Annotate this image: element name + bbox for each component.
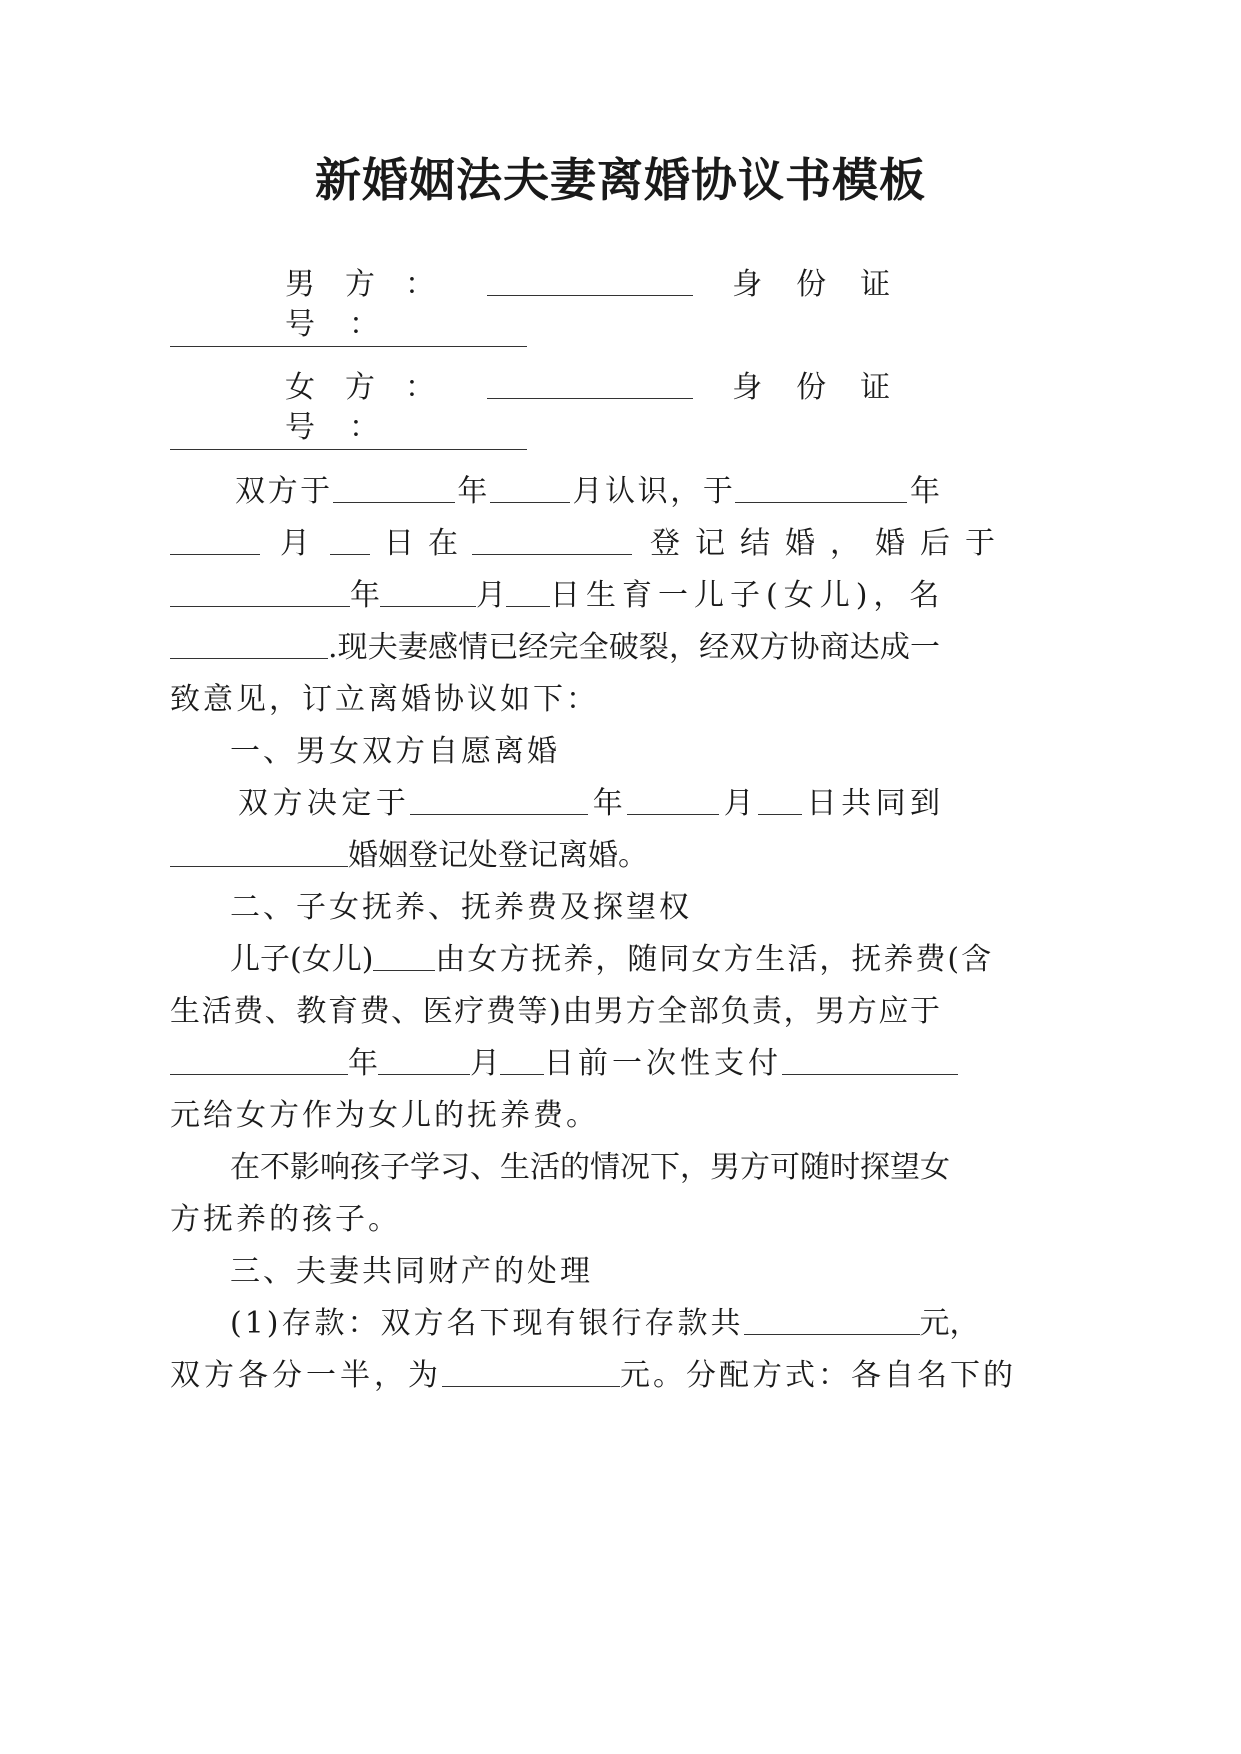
para1-line4 xyxy=(170,628,940,668)
blank-field[interactable] xyxy=(500,1044,544,1075)
text: 月 xyxy=(719,786,759,821)
blank-field[interactable] xyxy=(170,1044,348,1075)
text: 儿子(女儿) xyxy=(230,942,374,977)
blank-field[interactable] xyxy=(744,1304,920,1335)
para1-line5: 致意见，订立离婚协议如下： xyxy=(170,682,599,717)
blank-field[interactable] xyxy=(170,836,348,867)
section3-line1 xyxy=(230,1304,980,1344)
text: 月 xyxy=(470,1046,500,1081)
female-label: 女方： xyxy=(285,370,465,405)
blank-field[interactable] xyxy=(380,576,476,607)
male-name-blank[interactable] xyxy=(487,265,693,296)
text: 日在 xyxy=(384,526,472,561)
section1-line1 xyxy=(238,784,940,824)
text: 登记结婚，婚后于 xyxy=(650,526,1010,561)
para1-line3 xyxy=(170,576,946,616)
blank-field[interactable] xyxy=(627,784,719,815)
blank-field[interactable] xyxy=(373,940,435,971)
blank-field[interactable] xyxy=(170,628,328,659)
blank-field[interactable] xyxy=(472,524,632,555)
text: 年 xyxy=(454,474,490,509)
section3-line2 xyxy=(170,1356,1016,1396)
section2-line1 xyxy=(230,940,994,980)
blank-field[interactable] xyxy=(506,576,550,607)
section2-line2: 生活费、教育费、医疗费等)由男方全部负责，男方应于 xyxy=(170,994,940,1029)
text: 双方各分一半，为 xyxy=(170,1358,442,1393)
blank-field[interactable] xyxy=(758,784,802,815)
text: 月认识，于 xyxy=(569,474,736,509)
text: 月 xyxy=(280,526,310,561)
para1-line1 xyxy=(235,472,940,512)
male-label: 男方： xyxy=(285,267,465,302)
text: 由女方抚养，随同女方生活，抚养费(含 xyxy=(435,942,994,977)
blank-field[interactable] xyxy=(333,472,455,503)
female-name-blank[interactable] xyxy=(487,368,693,399)
blank-field[interactable] xyxy=(410,784,588,815)
section-heading-3: 三、夫妻共同财产的处理 xyxy=(230,1254,593,1289)
text: (1)存款：双方名下现有银行存款共 xyxy=(230,1306,744,1341)
text: 日前一次性支付 xyxy=(544,1046,782,1081)
blank-field[interactable] xyxy=(170,524,260,555)
section2-line6: 方抚养的孩子。 xyxy=(170,1202,401,1237)
text: 元， xyxy=(919,1306,980,1341)
document-title: 新婚姻法夫妻离婚协议书模板 xyxy=(315,153,926,207)
text: 年 xyxy=(348,1046,378,1081)
text: 日生育一儿子(女儿)，名 xyxy=(550,578,946,613)
blank-field[interactable] xyxy=(490,472,570,503)
blank-field[interactable] xyxy=(170,576,350,607)
blank-field[interactable] xyxy=(735,472,907,503)
text: 年 xyxy=(588,786,628,821)
blank-field[interactable] xyxy=(442,1356,620,1387)
text: 双方于 xyxy=(235,474,333,509)
text: 双方决定于 xyxy=(238,786,411,821)
text: .现夫妻感情已经完全破裂，经双方协商达成一 xyxy=(328,630,940,665)
text: 月 xyxy=(476,578,506,613)
female-id-label: 身份证号： xyxy=(285,370,925,445)
male-id-label: 身份证号： xyxy=(285,267,925,342)
para1-line2 xyxy=(170,524,1010,564)
text: 婚姻登记处登记离婚。 xyxy=(348,838,648,873)
text: 年 xyxy=(350,578,380,613)
section2-line4: 元给女方作为女儿的抚养费。 xyxy=(170,1098,599,1133)
text: 年 xyxy=(907,474,941,509)
blank-field[interactable] xyxy=(330,524,370,555)
blank-field[interactable] xyxy=(378,1044,470,1075)
section-heading-1: 一、男女双方自愿离婚 xyxy=(230,734,560,769)
male-id-blank[interactable] xyxy=(170,316,527,347)
blank-field[interactable] xyxy=(782,1044,958,1075)
female-id-blank[interactable] xyxy=(170,419,527,450)
section1-line2 xyxy=(170,836,940,876)
text: 元。分配方式：各自名下的 xyxy=(620,1358,1016,1393)
section-heading-2: 二、子女抚养、抚养费及探望权 xyxy=(230,890,692,925)
section2-line3 xyxy=(170,1044,940,1084)
section2-line5: 在不影响孩子学习、生活的情况下，男方可随时探望女 xyxy=(230,1150,950,1185)
text: 日共同到 xyxy=(802,786,941,821)
